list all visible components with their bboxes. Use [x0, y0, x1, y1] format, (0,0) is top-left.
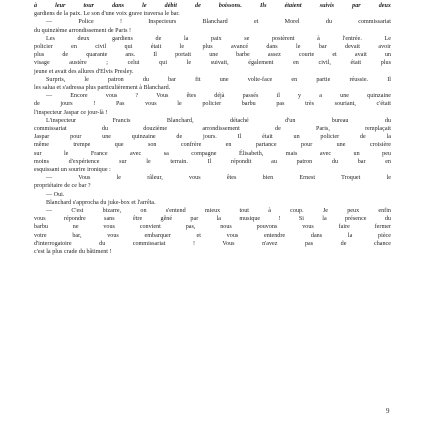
text-line: — Police ! Inspecteurs Blanchard et Morel du commissariat	[46, 19, 391, 26]
text-line: d'interrogatoire du commissariat ! Vous n'avez pas de chance	[34, 240, 391, 247]
text-line: jeune et avait des allures d'Elvis Presley.	[34, 68, 134, 75]
page-number: 9	[386, 407, 390, 415]
text-line: gardiens de la paix. Le son d'une voix grave traversa le bar.	[34, 11, 180, 18]
text-line: propriétaire de ce bar ?	[34, 183, 91, 190]
text-line: visage austère ; celui qui le suivait, également en civil, était plus	[34, 60, 391, 67]
text-line: barbu ne vous convient pas, nous pouvons vous faire fermer	[34, 224, 391, 231]
text-line: Jaspar pour une quinzaine de jours. Il était un policier de la	[34, 134, 391, 141]
text-line: commissariat du douzième arrondissement de Paris, remplaçait	[34, 126, 391, 133]
text-line: Blanchard s'approcha du juke-box et l'arrêta.	[46, 199, 156, 206]
text-line: du quinzième arrondissement de Paris !	[34, 27, 132, 34]
text-line: — Vous le râleur, vous êtes bien Ernest Troquet le	[46, 175, 391, 182]
body-text	[34, 2, 391, 256]
text-line: Les deux gardiens de la paix se postèrent à l'entrée. Le	[46, 35, 391, 42]
text-line: — Encore vous ? Vous êtes déjà passés il y a une quinzaine	[46, 93, 391, 100]
text-line: de jours ! Pas vous le policier barbu pas très souriant, c'était	[34, 101, 391, 108]
text-line: même trempe que son confrère en partance pour une croisière	[34, 142, 391, 149]
text-line: c'est la plus crade du bâtiment !	[34, 249, 112, 256]
text-line: moins d'expérience sur le terrain. Il répondit au patron du bar en	[34, 158, 391, 165]
text-line: — C'est bizarre, on s'entend mieux tout à coup. Je peux enfin	[46, 208, 391, 215]
text-line: Surpris, le patron du bar fit une volte-face en partie réussie. Il	[46, 76, 391, 83]
text-line: esquissant un sourire ironique :	[34, 167, 111, 174]
text-line: plus de quarante ans. Il portait une barbe assez courte et avait un	[34, 52, 391, 59]
text-line: policier en civil qui était le plus avancé dans le bar devait avoir	[34, 44, 391, 51]
text-line: L'inspecteur Francis Blanchard, détaché d'un bureau du	[46, 117, 391, 124]
text-line: — Oui.	[46, 191, 65, 198]
text-line: sur le France avec sa compagne Élisabeth, mais avec un peu	[34, 150, 391, 157]
text-line: l'inspecteur Jaspar ce jour-là !	[34, 109, 108, 116]
text-line: les salua et s'adressa plus particulièrement à Blanchard.	[34, 85, 171, 92]
document-page	[34, 2, 391, 256]
text-line: votre bar, vous embarquer et vous entendre dans la pièce	[34, 232, 391, 239]
text-line: à leur tour dans le débit de boissons. Ils étaient suivis par deux	[34, 3, 391, 9]
text-line: vous répondre sans être gêné par la musique ! Si la présence du	[34, 216, 391, 223]
